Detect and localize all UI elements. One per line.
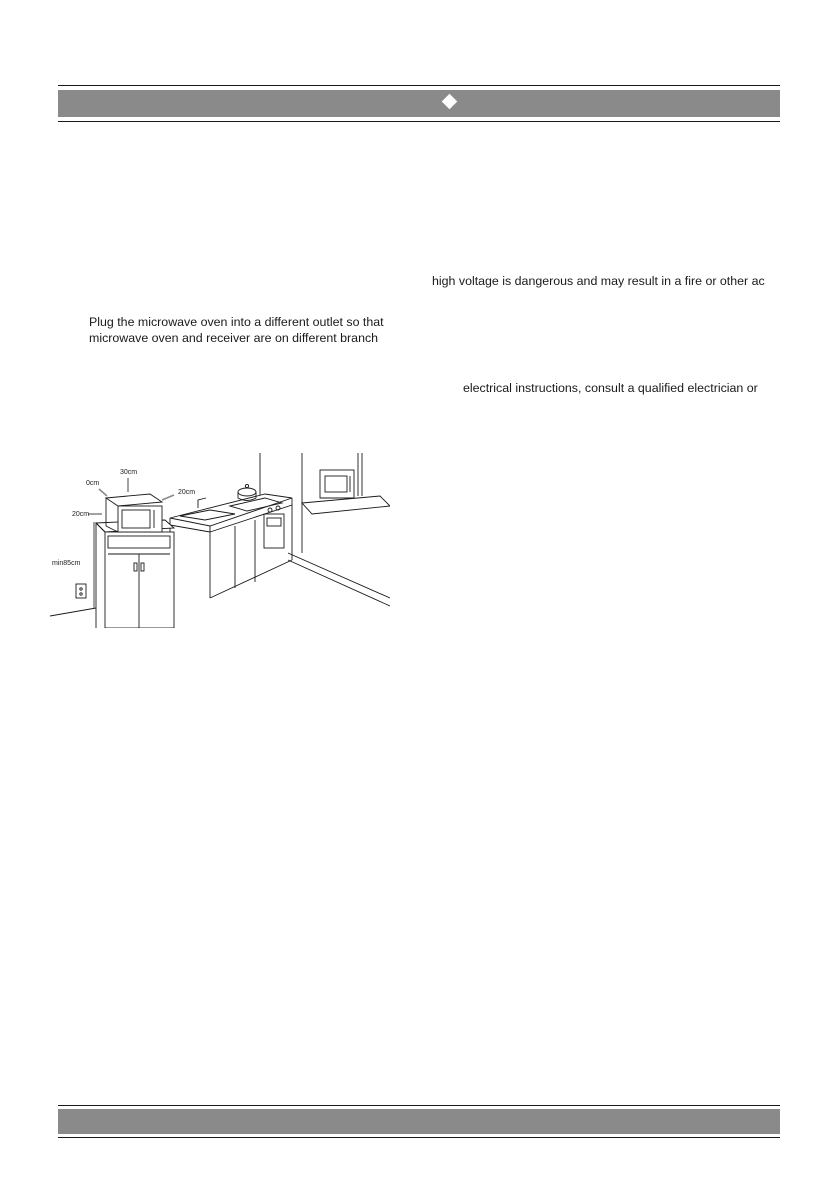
dim-left-top-label: 0cm bbox=[86, 480, 100, 487]
dim-side-right-label: 20cm bbox=[178, 489, 196, 496]
dim-top-label: 30cm bbox=[120, 469, 138, 476]
footer-band bbox=[58, 1109, 780, 1134]
dim-side-left-label: 20cm bbox=[72, 511, 90, 518]
footer-rule-bottom bbox=[58, 1137, 780, 1138]
right-line-1: high voltage is dangerous and may result in a fire or other ac bbox=[432, 274, 765, 288]
header-rule-top bbox=[58, 85, 780, 86]
header-rule-bottom bbox=[58, 121, 780, 122]
header-band bbox=[58, 90, 780, 117]
footer-rule-top bbox=[58, 1105, 780, 1106]
right-line-2: electrical instructions, consult a qualified electrician or bbox=[463, 381, 758, 395]
installation-clearance-figure bbox=[50, 448, 390, 628]
left-line-1: Plug the microwave oven into a different outlet so that bbox=[89, 315, 384, 329]
left-line-2: microwave oven and receiver are on different branch bbox=[89, 331, 379, 345]
dim-height-label: min85cm bbox=[52, 560, 81, 567]
